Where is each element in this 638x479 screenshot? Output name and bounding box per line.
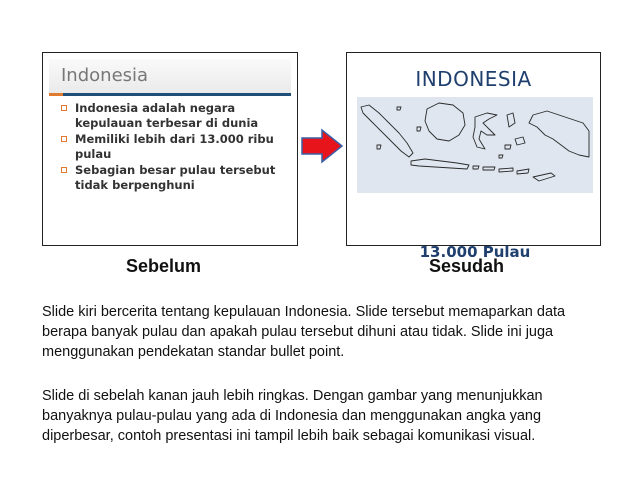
bullet-item: Sebagian besar pulau tersebut tidak berpenghuni [61,163,291,193]
before-slide-title: Indonesia [61,65,149,86]
after-label: Sesudah [429,256,505,276]
bullet-square-icon [61,136,67,142]
title-rule [63,93,291,96]
before-label: Sebelum [126,256,202,276]
before-slide [42,52,298,246]
description-paragraph-1: Slide kiri bercerita tentang kepulauan Indonesia. Slide tersebut memaparkan data berapa banyak pulau dan apakah pulau tersebut dihuni atau tidak. Slide ini juga menggunakan pendekatan standar bullet point. [42,304,566,360]
bullet-square-icon [61,105,67,111]
description-paragraph-2: Slide di sebelah kanan jauh lebih ringkas. Dengan gambar yang menunjukkan banyaknya pulau-pulau yang ada di Indonesia dan menggunakan angka yang diperbesar, contoh presentasi ini tampil lebih baik sebagai komunikasi visual. [42,388,543,444]
map-container [357,97,593,261]
right-arrow-icon [300,128,344,164]
bullet-list [61,101,291,194]
after-slide-title: INDONESIA [415,67,532,91]
island-count-caption: 13.000 Pulau [419,243,531,261]
bullet-item: Indonesia adalah negara kepulauan terbesar di dunia [61,101,291,131]
indonesia-map-icon [357,97,593,193]
bullet-item: Memiliki lebih dari 13.000 ribu pulau [61,132,291,162]
bullet-square-icon [61,167,67,173]
after-slide [346,52,601,261]
title-rule-accent [49,93,63,96]
